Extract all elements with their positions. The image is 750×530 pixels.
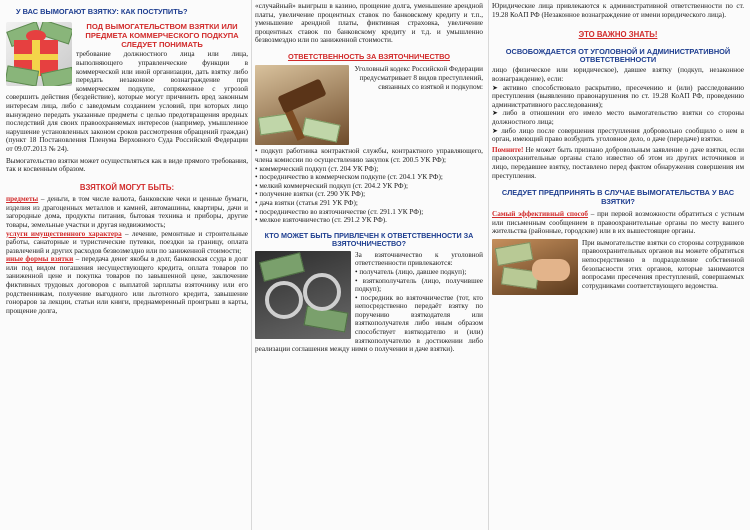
remember-note: Помните! Не может быть признано добровольным заявление о даче взятки, если правоохранительные органы стало известно об этом из других источников и лицо, передавшее взятку, поставлено перед фактом обнаружения совершения им преступления. — [492, 145, 744, 180]
bribe-hand-image — [492, 239, 578, 295]
fold-line — [488, 0, 489, 530]
liability-heading: ОТВЕТСТВЕННОСТЬ ЗА ВЗЯТОЧНИЧЕСТВО — [287, 51, 451, 61]
exemption-heading: ОСВОБОЖДАЕТСЯ ОТ УГОЛОВНОЙ И АДМИНИСТРАТИВНОЙ ОТВЕТСТВЕННОСТИ — [505, 46, 731, 64]
crime-item: • подкуп работника контрактной службы, контрактного управляющего, члена комиссии по осуществлению закупок (ст. 200.5 УК РФ); — [255, 147, 483, 164]
best-way-text: Самый эффективный способ – при первой возможности обратиться с устным или письменным сообщением в правоохранительные органы по месту вашего жительства (районные, городские) или в их вышестоящие органы. — [492, 209, 744, 236]
crime-item: • получение взятки (ст. 290 УК РФ); — [255, 190, 366, 199]
actions-heading: СЛЕДУЕТ ПРЕДПРИНЯТЬ В СЛУЧАЕ ВЫМОГАТЕЛЬСТВА У ВАС ВЗЯТКИ? — [501, 188, 735, 206]
exemption-item: ➤ либо в отношении его имело место вымогательство взятки со стороны должностного лица; — [492, 109, 744, 126]
police-extortion-text: При вымогательстве взятки со стороны сотрудников правоохранительных органов вы можете обратиться непосредственно в подразделение собственной безопасности этих органов, которые занимаются вопросами пресечения преступлений, совершаемых сотрудниками соответствующего ведомства. — [582, 238, 744, 290]
exemption-list — [492, 84, 744, 144]
bribe-type-item: иные формы взятки – передача денег якобы в долг, банковская ссуда в долг или под видом погашения несуществующего кредита, оплата товаров по заниженной цене и покупка товаров по завышенной цене, заключение фиктивных трудовых договоров с выплатой зарплаты взяточнику или его родственникам, получение выгодного или льготного кредита, завышение гонораров за лекции, статьи или книги, преднамеренный проигрыш в карты, прощение долга, — [6, 255, 248, 315]
liable-item: • посредник во взяточничестве (тот, кто непосредственно передаёт взятку по поручению взяткодателя или взяткополучателя либо иным образом способствует взяткодателю и (или) взяткополучателю в достижении либо реализации соглашения между ними о получении и даче взятки). — [255, 293, 483, 354]
extortion-forms-text: Вымогательство взятки может осуществляться как в виде прямого требования, так и косвенным образом. — [6, 156, 248, 174]
important-heading: ЭТО ВАЖНО ЗНАТЬ! — [578, 30, 658, 40]
extortion-definition-heading: ПОД ВЫМОГАТЕЛЬСТВОМ ВЗЯТКИ ИЛИ ПРЕДМЕТА КОММЕРЧЕСКОГО ПОДКУПА СЛЕДУЕТ ПОНИМАТЬ — [85, 22, 239, 50]
continued-text: «случайный» выигрыш в казино, прощение долга, уменьшение арендной платы, увеличение процентных ставок по банковскому кредиту и т.п., уменьшение арендной платы, фиктивная страховка, увеличение процентных ставок по банковскому кредиту и т.д. и умышленно безвозмездно или по заниженной стоимости. — [255, 2, 483, 45]
who-liable-heading: КТО МОЖЕТ БЫТЬ ПРИВЛЕЧЕН К ОТВЕТСТВЕННОСТИ ЗА ВЗЯТОЧНИЧЕСТВО? — [264, 230, 474, 248]
fold-line — [251, 0, 252, 530]
exemption-item: ➤ либо лицо после совершения преступления добровольно сообщило о нем в орган, имеющий право возбудить уголовное дело, о даче (передаче) взятки. — [492, 126, 744, 144]
crime-item: • посредничество в коммерческом подкупе (ст. 204.1 УК РФ); — [255, 173, 443, 182]
bribe-type-item: услуги имущественного характера – лечение, ремонтные и строительные работы, санаторные и туристические путевки, поездки за границу, оплата развлечений и других расходов безвозмездно или по заниженной стоимости; — [6, 229, 248, 255]
handcuffs-money-image — [255, 251, 351, 339]
who-liable-text: За взяточничество к уголовной ответственности привлекаются: — [355, 250, 483, 268]
extortion-definition-text: требование должностного лица или лица, выполняющего управленческие функции в коммерческой или иной организации, дать взятку либо передать незаконное вознаграждение при коммерческом подкупе, сопряженное с угрозой совершить действия (бездействие), которые могут причинить вред законным интересам лица, либо с заведомым созданием условий, при которых лицо вынуждено передать указанные предметы с целью предотвращения вредных последствий для своих правоохраняемых интересов (например, умышленное нарушение установленных законом сроков рассмотрения обращений граждан) (пункт 18 Постановления Пленума Верховного Суда Российской Федерации от 09.07.2013 № 24). — [6, 50, 248, 153]
exemption-item: ➤ активно способствовало раскрытию, пресечению и (или) расследованию преступления (выявлению правонарушения по ст. 19.28 КоАП РФ, проведению административного расследования); — [492, 83, 744, 109]
crime-item: • коммерческий подкуп (ст. 204 УК РФ); — [255, 164, 379, 173]
column-1 — [6, 0, 248, 530]
bribe-type-item: предметы – деньги, в том числе валюта, банковские чеки и ценные бумаги, изделия из драгоценных металлов и камней, автомашины, квартиры, дачи и загородные дома, продукты питания, бытовая техника и приборы, другие товары, земельные участки и другая недвижимость; — [6, 195, 248, 229]
legal-entities-text: Юридические лица привлекаются к административной ответственности по ст. 19.28 КоАП РФ (Незаконное вознаграждение от имени юридического лица). — [492, 2, 744, 19]
criminal-code-intro: Уголовный кодекс Российской Федерации предусматривает 8 видов преступлений, связанных со взяткой и подкупом: — [354, 65, 483, 91]
crime-item: • мелкое взяточничество (ст. 291.2 УК РФ). — [255, 216, 387, 225]
gavel-money-image — [255, 65, 349, 145]
bribe-extortion-heading: У ВАС ВЫМОГАЮТ ВЗЯТКУ: КАК ПОСТУПИТЬ? — [16, 7, 188, 16]
crime-item: • посредничество во взяточничестве (ст. 291.1 УК РФ); — [255, 207, 424, 216]
exemption-text: лицо (физическое или юридическое), давшее взятку (подкуп, незаконное вознаграждение), если: — [492, 66, 744, 83]
crimes-list — [255, 147, 483, 224]
gift-money-image — [6, 22, 72, 86]
column-3 — [492, 0, 744, 530]
crime-item: • дача взятки (статья 291 УК РФ); — [255, 198, 358, 207]
liable-item: • получатель (лицо, давшее подкуп); — [355, 267, 467, 276]
column-2 — [255, 0, 483, 530]
crime-item: • мелкий коммерческий подкуп (ст. 204.2 УК РФ); — [255, 181, 408, 190]
liable-item: • взяткополучатель (лицо, получившее подкуп); — [355, 276, 483, 294]
bribe-types-heading: ВЗЯТКОЙ МОГУТ БЫТЬ: — [79, 182, 175, 192]
